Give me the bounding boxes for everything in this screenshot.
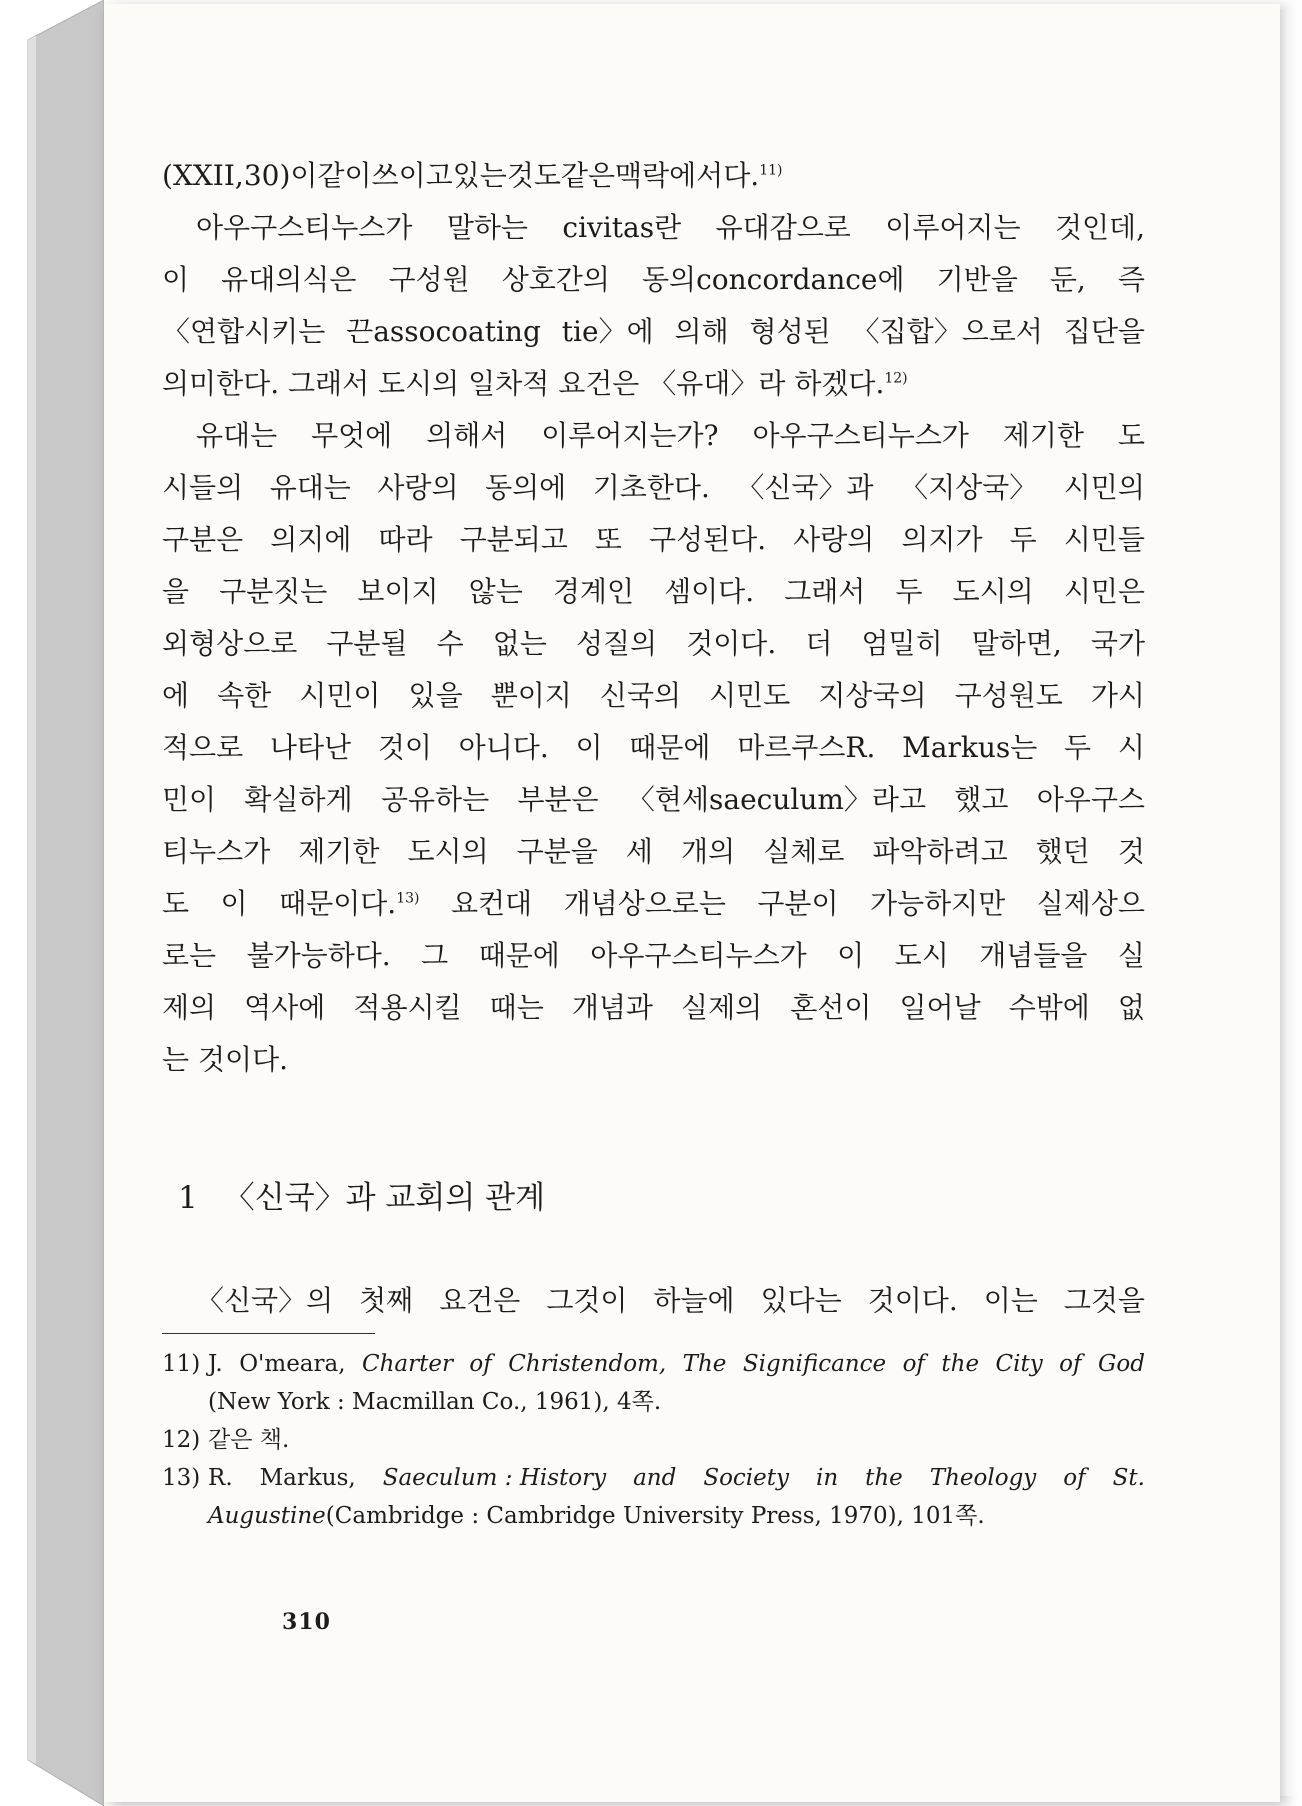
body-line-15: 도 이 때문이다.$^{13)}$ 요컨대 개념상으로는 구분이 가능하지만 실제상으 (162, 887, 1145, 920)
body-line-8: 구분은 의지에 따라 구분되고 또 구성된다. 사랑의 의지가 두 시민들 (162, 523, 1145, 556)
footnotes (162, 1345, 1145, 1535)
body-line-2: 아우구스티누스가 말하는 civitas란 유대감으로 이루어지는 것인데, (196, 211, 1145, 244)
body-line-4: 〈연합시키는 끈assocoating tie〉에 의해 형성된 〈집합〉으로서 집단을 (162, 315, 1145, 348)
page-number: 310 (282, 1609, 331, 1635)
body-line-11: 에 속한 시민이 있을 뿐이지 신국의 시민도 지상국의 구성원도 가시 (162, 679, 1145, 712)
footnote-ref-13: 13) (396, 890, 420, 907)
body-line-7: 시들의 유대는 사랑의 동의에 기초한다. 〈신국〉과 〈지상국〉 시민의 (162, 471, 1145, 504)
book-spine (0, 0, 104, 1806)
section-heading (178, 1172, 545, 1217)
body-text (162, 150, 1145, 1086)
body-line-12: 적으로 나타난 것이 아니다. 이 때문에 마르쿠스R. Markus는 두 시 (162, 731, 1145, 764)
section-number: 1 (178, 1180, 198, 1216)
footnote-13: 13) R. Markus, Saeculum : History and Society in the Theology of St. Augustine(Cambridge : Cambridge University Press, 1970), 101쪽. (162, 1465, 1145, 1529)
body-line-18: 는 것이다. (162, 1043, 289, 1076)
body-line-16: 로는 불가능하다. 그 때문에 아우구스티누스가 이 도시 개념들을 실 (162, 939, 1145, 972)
body-line-9: 을 구분짓는 보이지 않는 경계인 셈이다. 그래서 두 도시의 시민은 (162, 575, 1145, 608)
body-line-3: 이 유대의식은 구성원 상호간의 동의concordance에 기반을 둔, 즉 (162, 263, 1145, 296)
body-line-10: 외형상으로 구분될 수 없는 성질의 것이다. 더 엄밀히 말하면, 국가 (162, 627, 1145, 660)
footnote-12: 12) 같은 책. (162, 1427, 290, 1453)
body-line-13: 민이 확실하게 공유하는 부분은 〈현세saeculum〉라고 했고 아우구스 (162, 783, 1145, 816)
page-edge (1280, 10, 1298, 1796)
body-line-6: 유대는 무엇에 의해서 이루어지는가? 아우구스티누스가 제기한 도 (196, 419, 1145, 452)
body-line-14: 티누스가 제기한 도시의 구분을 세 개의 실체로 파악하려고 했던 것 (162, 835, 1145, 868)
section-first-line: 〈신국〉의 첫째 요건은 그것이 하늘에 있다는 것이다. 이는 그것을 (196, 1284, 1145, 1317)
footnote-divider (162, 1333, 375, 1334)
footnote-11: 11) J. O'meara, Charter of Christendom, The Significance of the City of God (New York : Macmillan Co., 1961), 4쪽. (162, 1351, 1145, 1415)
footnote-ref-12: 12) (884, 370, 908, 387)
body-line-5: 의미한다. 그래서 도시의 일차적 요건은 〈유대〉라 하겠다.$^{12)}$ (162, 367, 908, 400)
footnote-ref-11: 11) (759, 162, 783, 179)
body-line-17: 제의 역사에 적용시킬 때는 개념과 실제의 혼선이 일어날 수밖에 없 (162, 991, 1145, 1024)
section-title: 〈신국〉과 교회의 관계 (223, 1180, 546, 1216)
body-line-1: ( XXII, 30)이 같이 쓰이고 있는 것도 같은 맥락에서다.$^{11)}$ (162, 159, 783, 192)
